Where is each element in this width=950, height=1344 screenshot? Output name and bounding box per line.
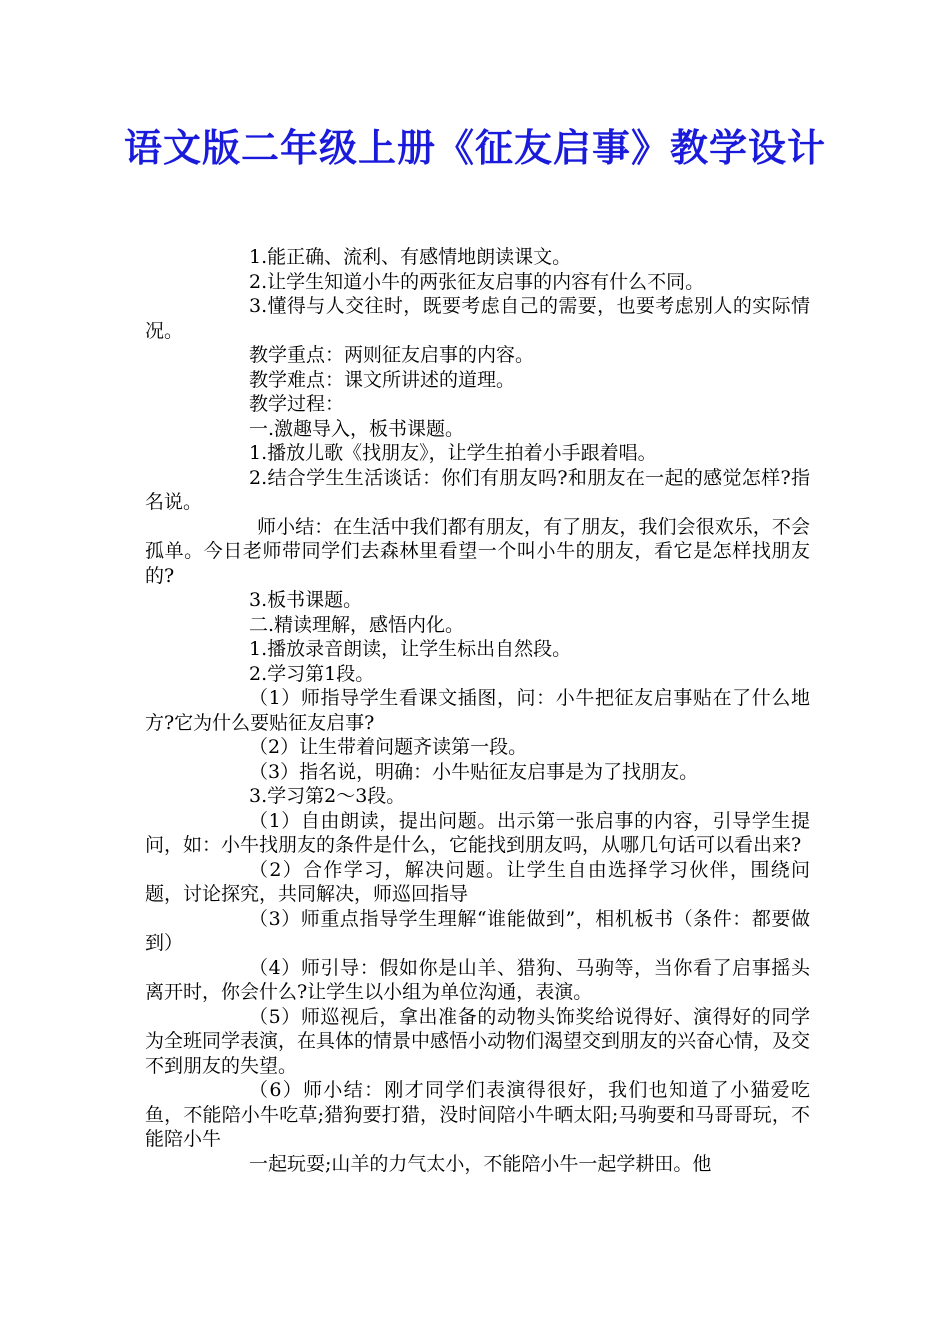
paragraph: （4）师引导：假如你是山羊、猎狗、马驹等，当你看了启事摇头离开时，你会什么?让学生以小组为单位沟通，表演。: [145, 956, 810, 1003]
paragraph: （6）师小结：刚才同学们表演得很好，我们也知道了小猫爱吃鱼，不能陪小牛吃草;猎狗要打猎，没时间陪小牛晒太阳;马驹要和马哥哥玩，不能陪小牛: [145, 1079, 810, 1150]
paragraph: （5）师巡视后，拿出准备的动物头饰奖给说得好、演得好的同学为全班同学表演，在具体的情景中感悟小动物们渴望交到朋友的兴奋心情，及交不到朋友的失望。: [145, 1005, 811, 1077]
paragraph: 3.懂得与人交往时，既要考虑自己的需要，也要考虑别人的实际情况。: [145, 295, 810, 342]
paragraph: 教学过程：: [249, 393, 345, 415]
paragraph: 一.激趣导入，板书课题。: [249, 417, 465, 440]
paragraph: 教学难点：课文所讲述的道理。: [249, 368, 516, 391]
paragraph: 2.学习第1段。: [249, 662, 375, 685]
paragraph: 2.结合学生生活谈话：你们有朋友吗?和朋友在一起的感觉怎样?指名说。: [145, 466, 810, 513]
paragraph: （2）让生带着问题齐读第一段。: [249, 736, 528, 758]
paragraph: 3.板书课题。: [249, 589, 363, 611]
paragraph: 3.学习第2〜3段。: [249, 785, 406, 807]
paragraph: 1.播放录音朗读，让学生标出自然段。: [249, 638, 572, 660]
paragraph: 1.能正确、流利、有感情地朗读课文。: [249, 246, 572, 268]
paragraph: （2）合作学习，解决问题。让学生自由选择学习伙伴，围绕问题，讨论探究，共同解决，师巡回指导: [145, 858, 810, 905]
document-title: 语文版二年级上册《征友启事》教学设计: [123, 125, 826, 170]
document-body: [145, 245, 810, 1176]
paragraph: （1）师指导学生看课文插图，问：小牛把征友启事贴在了什么地方?它为什么要贴征友启事?: [145, 687, 810, 734]
paragraph: （3）指名说，明确：小牛贴征友启事是为了找朋友。: [249, 760, 699, 783]
paragraph: 2.让学生知道小牛的两张征友启事的内容有什么不同。: [249, 270, 705, 293]
paragraph: 二.精读理解，感悟内化。: [249, 613, 465, 636]
paragraph: （1）自由朗读，提出问题。出示第一张启事的内容，引导学生提问，如：小牛找朋友的条件是什么，它能找到朋友吗，从哪几句话可以看出来?: [145, 809, 810, 856]
paragraph: 一起玩耍;山羊的力气太小，不能陪小牛一起学耕田。他: [249, 1152, 712, 1175]
paragraph: 师小结：在生活中我们都有朋友，有了朋友，我们会很欢乐，不会孤单。今日老师带同学们去森林里看望一个叫小牛的朋友，看它是怎样找朋友的?: [145, 515, 810, 587]
paragraph: （3）师重点指导学生理解“谁能做到”，相机板书（条件：都要做到）: [145, 907, 810, 954]
paragraph: 1.播放儿歌《找朋友》，让学生拍着小手跟着唱。: [249, 442, 657, 464]
paragraph: 教学重点：两则征友启事的内容。: [249, 344, 535, 366]
